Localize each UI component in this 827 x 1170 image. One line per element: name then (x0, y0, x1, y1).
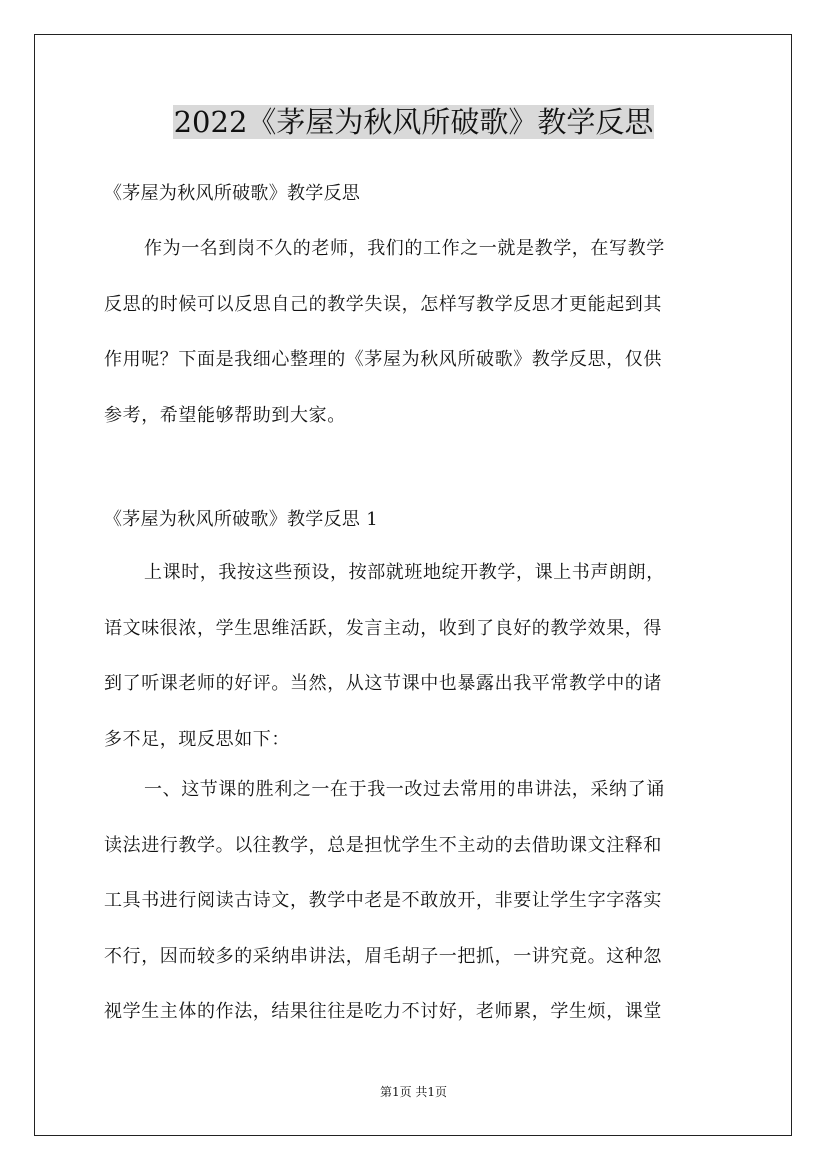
paragraph-line: 到了听课老师的好评。当然，从这节课中也暴露出我平常教学中的诸 (104, 673, 662, 695)
paragraph-line: 读法进行教学。以往教学，总是担忧学生不主动的去借助课文注释和 (104, 834, 662, 856)
paragraph-line: 一、这节课的胜利之一在于我一改过去常用的串讲法，采纳了诵 (144, 779, 665, 800)
paragraph-line: 参考，希望能够帮助到大家。 (104, 404, 346, 426)
paragraph-line: 多不足，现反思如下： (104, 728, 290, 750)
document-title-text: 2022《茅屋为秋风所破歌》教学反思 (173, 105, 654, 139)
section-heading-1: 《茅屋为秋风所破歌》教学反思 1 (104, 509, 378, 530)
reflection-paragraph-2 (104, 762, 728, 1040)
paragraph-line: 上课时，我按这些预设，按部就班地绽开教学，课上书声朗朗， (144, 562, 665, 583)
paragraph-line: 反思的时候可以反思自己的教学失误，怎样写教学反思才更能起到其 (104, 293, 662, 315)
paragraph-line: 不行，因而较多的采纳串讲法，眉毛胡子一把抓，一讲究竟。这种忽 (104, 945, 662, 967)
paragraph-line: 视学生主体的作法，结果往往是吃力不讨好，老师累，学生烦，课堂 (104, 1001, 662, 1023)
page-footer: 第1页 共1页 (379, 1085, 448, 1099)
reflection-paragraph-1 (104, 545, 728, 767)
document-title (0, 100, 827, 144)
paragraph-line: 作用呢？下面是我细心整理的《茅屋为秋风所破歌》教学反思，仅供 (104, 349, 662, 371)
intro-paragraph (104, 221, 728, 443)
intro-heading: 《茅屋为秋风所破歌》教学反思 (104, 183, 361, 204)
paragraph-line: 语文味很浓，学生思维活跃，发言主动，收到了良好的教学效果，得 (104, 617, 662, 639)
paragraph-line: 作为一名到岗不久的老师，我们的工作之一就是教学，在写教学 (144, 238, 665, 259)
paragraph-line: 工具书进行阅读古诗文，教学中老是不敢放开，非要让学生字字落实 (104, 890, 662, 912)
